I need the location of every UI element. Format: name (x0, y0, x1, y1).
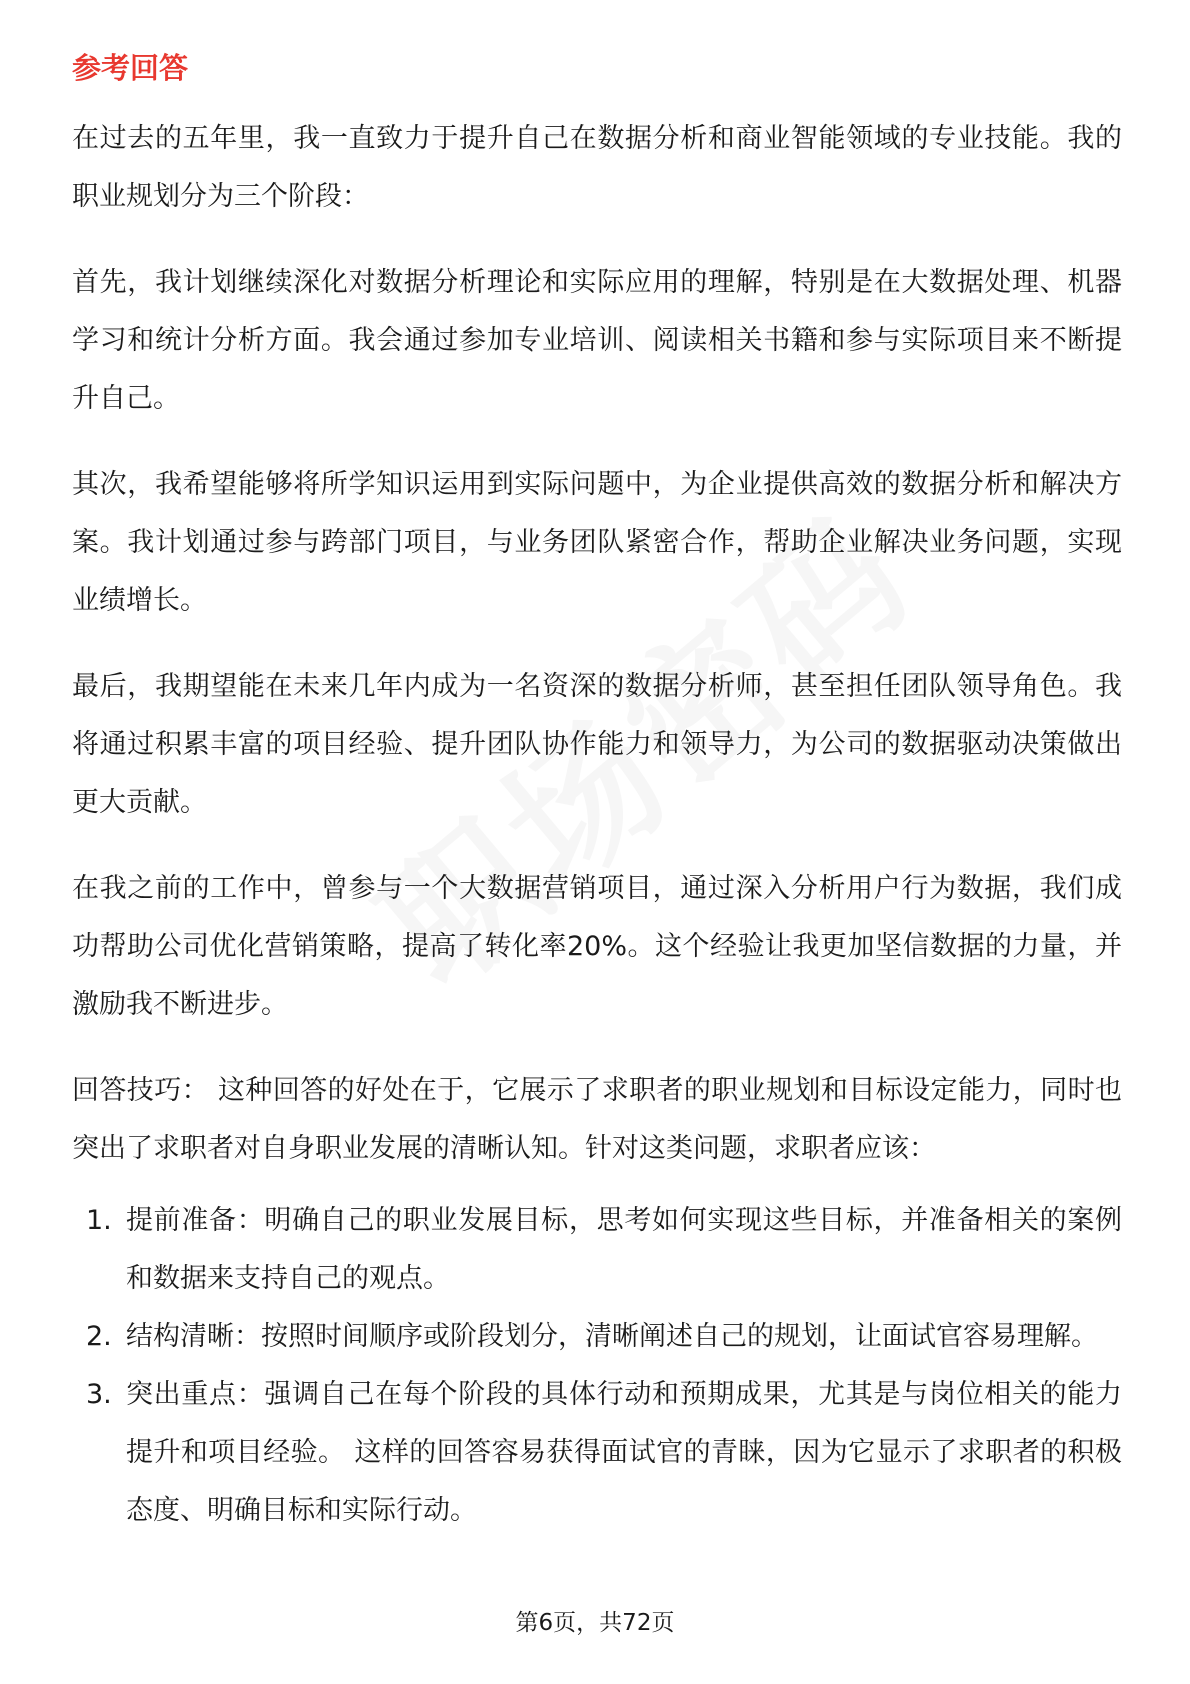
list-item-number: 2. (86, 1321, 112, 1352)
paragraph-second-stage: 其次，我希望能够将所学知识运用到实际问题中，为企业提供高效的数据分析和解决方案。我计划通过参与跨部门项目，与业务团队紧密合作，帮助企业解决业务问题，实现业绩增长。 (72, 469, 1122, 616)
paragraph-first-stage: 首先，我计划继续深化对数据分析理论和实际应用的理解，特别是在大数据处理、机器学习和统计分析方面。我会通过参加专业培训、阅读相关书籍和参与实际项目来不断提升自己。 (72, 267, 1122, 414)
paragraph-final-stage: 最后，我期望能在未来几年内成为一名资深的数据分析师，甚至担任团队领导角色。我将通过积累丰富的项目经验、提升团队协作能力和领导力，为公司的数据驱动决策做出更大贡献。 (72, 671, 1122, 818)
list-item (72, 1366, 1122, 1540)
list-item-text: 突出重点：强调自己在每个阶段的具体行动和预期成果，尤其是与岗位相关的能力提升和项目经验。 这样的回答容易获得面试官的青睐，因为它显示了求职者的积极态度、明确目标和实际行动。 (126, 1379, 1122, 1526)
list-item-number: 3. (86, 1379, 112, 1410)
tips-list (72, 1192, 1122, 1540)
list-item-text: 结构清晰：按照时间顺序或阶段划分，清晰阐述自己的规划，让面试官容易理解。 (126, 1321, 1098, 1352)
list-item (72, 1308, 1122, 1366)
list-item-text: 提前准备：明确自己的职业发展目标，思考如何实现这些目标，并准备相关的案例和数据来支持自己的观点。 (126, 1205, 1122, 1294)
list-item-number: 1. (86, 1205, 112, 1236)
page-number-footer: 第6页，共72页 (515, 1610, 675, 1636)
paragraph-intro: 在过去的五年里，我一直致力于提升自己在数据分析和商业智能领域的专业技能。我的职业规划分为三个阶段： (72, 123, 1122, 212)
list-item (72, 1192, 1122, 1308)
page-content (72, 48, 1122, 1540)
section-heading: 参考回答 (72, 51, 189, 85)
paragraph-experience: 在我之前的工作中，曾参与一个大数据营销项目，通过深入分析用户行为数据，我们成功帮助公司优化营销策略，提高了转化率20%。这个经验让我更加坚信数据的力量，并激励我不断进步。 (72, 873, 1122, 1020)
paragraph-tips: 回答技巧： 这种回答的好处在于，它展示了求职者的职业规划和目标设定能力，同时也突出了求职者对自身职业发展的清晰认知。针对这类问题，求职者应该： (72, 1075, 1122, 1164)
